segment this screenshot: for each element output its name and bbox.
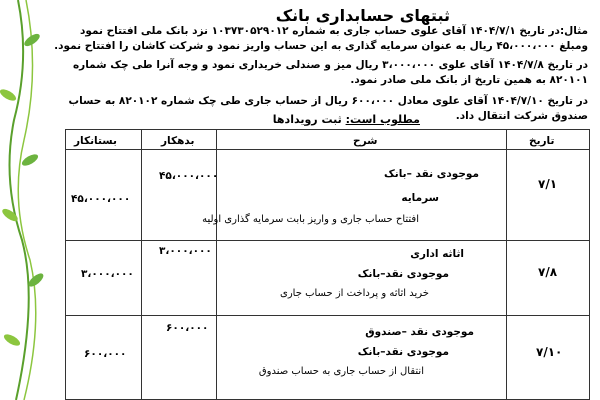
entry-narration: خرید اثاثه و پرداخت از حساب جاری — [280, 288, 429, 299]
entry-debit-account: اثاثه اداری — [410, 248, 464, 260]
entry-narration: انتقال از حساب جاری به حساب صندوق — [258, 366, 424, 377]
entry-credit-amount: ۴۵،۰۰۰،۰۰۰ — [71, 193, 131, 205]
header-date: تاریخ — [529, 135, 555, 147]
required-text: ثبت رویدادها — [272, 113, 342, 126]
entry-narration: افتتاح حساب جاری و واریز بابت سرمایه گذاری اولیه — [202, 214, 419, 225]
required-label: مطلوب است: — [345, 113, 420, 126]
required-line — [273, 113, 420, 126]
entry-debit-amount: ۶۰۰،۰۰۰ — [166, 322, 209, 334]
entry-date: ۷/۱۰ — [536, 345, 563, 359]
problem-paragraph-3: در تاریخ ۱۴۰۴/۷/۱۰ آقای علوی معادل ۶۰۰،۰۰۰ ریال از حساب جاری طی چک شماره ۸۲۰۱۰۲ به حساب صندوق شرکت انتقال داد. — [68, 95, 588, 122]
entry-credit-amount: ۳،۰۰۰،۰۰۰ — [81, 268, 134, 280]
entry-debit-account: موجودی نقد –بانک — [384, 168, 479, 180]
header-credit: بستانکار — [74, 135, 117, 147]
entry-credit-account: موجودی نقد–بانک — [357, 268, 449, 280]
problem-paragraph-1: مثال:در تاریخ ۱۴۰۴/۷/۱ آقای علوی حساب جاری به شماره ۱۰۳۷۳۰۵۲۹۰۱۲ نزد بانک ملی افتتاح نمود ومبلغ ۴۵،۰۰۰،۰۰۰ ریال به عنوان سرمایه گذاری به این حساب واریز نمود و شرکت کاشان را افتتاح نمود. — [54, 25, 588, 52]
header-debit: بدهکار — [161, 135, 195, 147]
entry-date: ۷/۱ — [538, 177, 558, 191]
entry-debit-account: موجودی نقد –صندوق — [365, 326, 474, 338]
page-title: ثبتهای حسابداری بانک — [275, 6, 450, 25]
entry-date: ۷/۸ — [538, 265, 558, 279]
entry-credit-amount: ۶۰۰،۰۰۰ — [84, 348, 127, 360]
entry-debit-amount: ۴۵،۰۰۰،۰۰۰ — [159, 170, 219, 182]
header-description: شرح — [353, 135, 378, 147]
entry-debit-amount: ۳،۰۰۰،۰۰۰ — [159, 245, 212, 257]
entry-credit-account: موجودی نقد–بانک — [357, 346, 449, 358]
entry-credit-account: سرمایه — [401, 192, 439, 204]
problem-paragraph-2: در تاریخ ۱۴۰۴/۷/۸ آقای علوی ۳،۰۰۰،۰۰۰ ریال میز و صندلی خریداری نمود و وجه آنرا طی چک شماره ۸۲۰۱۰۱ به همین تاریخ از بانک ملی صادر نمود. — [72, 59, 588, 86]
journal-table — [65, 129, 590, 400]
